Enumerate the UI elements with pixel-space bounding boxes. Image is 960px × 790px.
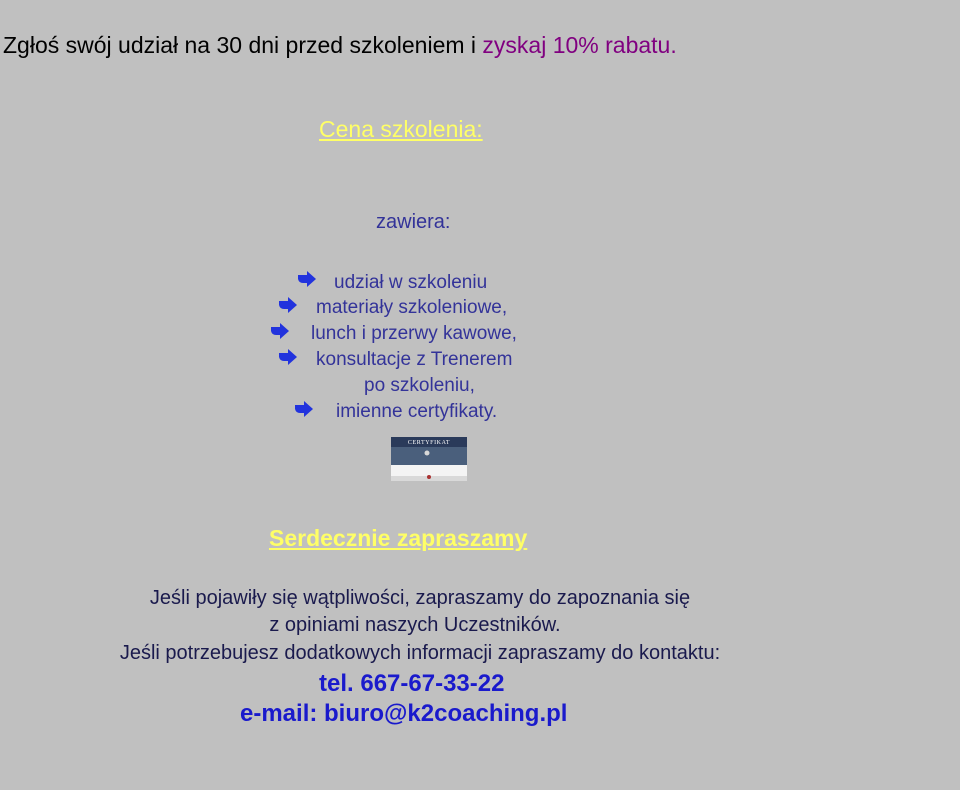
doubts-line-2: z opiniami naszych Uczestników.	[269, 614, 561, 636]
list-item: udział w szkoleniu	[334, 272, 488, 293]
arrow-icon	[270, 322, 290, 340]
arrow-icon	[278, 296, 298, 314]
arrow-icon	[278, 348, 298, 366]
promo-text-discount: zyskaj 10% rabatu.	[482, 32, 677, 58]
contact-phone: tel. 667-67-33-22	[319, 670, 505, 697]
welcome-heading: Serdecznie zapraszamy	[269, 525, 528, 551]
arrow-icon	[294, 400, 314, 418]
list-item: imienne certyfikaty.	[336, 401, 498, 422]
arrow-icon	[297, 270, 317, 288]
doubts-line-3: Jeśli potrzebujesz dodatkowych informacji zapraszamy do kontaktu:	[119, 642, 721, 664]
list-item: materiały szkoleniowe,	[316, 297, 508, 318]
doubts-line-1: Jeśli pojawiły się wątpliwości, zapraszamy do zapoznania się	[149, 587, 691, 609]
certificate-image	[391, 437, 467, 481]
promo-text-main: Zgłoś swój udział na 30 dni przed szkoleniem i	[3, 32, 483, 58]
promo-text	[3, 32, 677, 59]
list-item: konsultacje z Trenerem	[316, 349, 513, 370]
contact-email[interactable]: e-mail: biuro@k2coaching.pl	[240, 700, 568, 727]
certificate-title: CERTYFIKAT	[407, 440, 451, 446]
list-item: po szkoleniu,	[364, 375, 475, 396]
price-heading: Cena szkolenia:	[319, 116, 483, 142]
includes-label: zawiera:	[376, 211, 451, 233]
list-item: lunch i przerwy kawowe,	[311, 323, 517, 344]
